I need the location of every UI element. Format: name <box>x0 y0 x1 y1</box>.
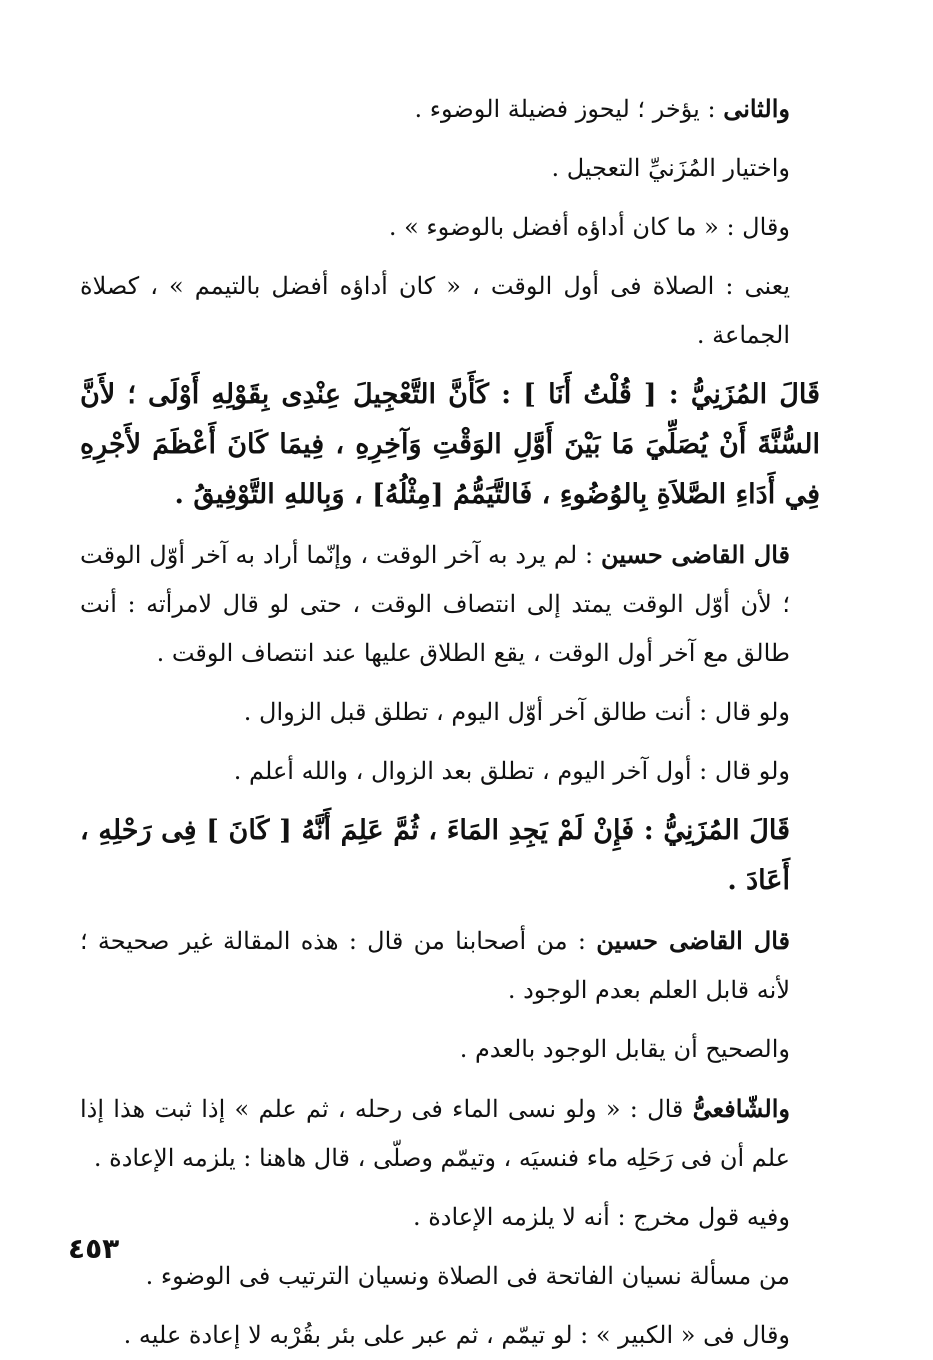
paragraph-mukhtasar-2 <box>80 806 820 906</box>
paragraph-text: وفيه قول مخرج : أنه لا يلزمه الإعادة . <box>412 1203 790 1231</box>
paragraph-text: قال : « ولو نسى الماء فى رحله ، ثم علم » إذا ثبت هذا إذا علم أن فى رَحَلِه ماء فنسيَه ، وتيمّم وصلّى ، قال هاهنا : يلزمه الإعادة . <box>80 1095 790 1172</box>
paragraph-text: واختيار المُزَنيِّ التعجيل . <box>551 154 790 182</box>
paragraph-lead: والشّافعىُّ <box>692 1094 790 1123</box>
paragraph-text: والصحيح أن يقابل الوجود بالعدم . <box>459 1035 790 1063</box>
paragraph-text: يعنى : الصلاة فى أول الوقت ، « كان أداؤه أفضل بالتيمم » ، كصلاة الجماعة . <box>80 272 790 349</box>
paragraph-14 <box>80 1252 820 1301</box>
paragraph-12 <box>80 1084 820 1183</box>
paragraph-text: ولو قال : أول آخر اليوم ، تطلق بعد الزوال ، والله أعلم . <box>233 757 790 785</box>
paragraph-11 <box>80 1025 820 1074</box>
paragraph-text: : لم يرد به آخر الوقت ، وإنّما أراد به آخر أوّل الوقت ؛ لأن أوّل الوقت يمتد إلى انتصاف الوقت ، حتى لو قال لامرأته : أنت طالق مع آخر أول الوقت ، يقع الطلاق عليها عند انتصاف الوقت . <box>80 541 790 667</box>
page-body <box>80 84 820 1360</box>
paragraph-2 <box>80 144 820 193</box>
paragraph-1 <box>80 84 820 134</box>
mukhtasar-text: قَالَ المُزَنِيُّ : فَإِنْ لَمْ يَجِدِ المَاءَ ، ثُمَّ عَلِمَ أَنَّهُ [ كَانَ ] فِى رَحْلِهِ ، أَعَادَ . <box>80 815 790 896</box>
paragraph-text: : من أصحابنا من قال : هذه المقالة غير صحيحة ؛ لأنه قابل العلم بعدم الوجود . <box>80 927 790 1004</box>
mukhtasar-text: قَالَ المُزَنِيُّ : [ قُلْتُ أَنَا ] : كَأَنَّ التَّعْجِيلَ عِنْدِى بِقَوْلِهِ أَوْلَى ؛ لأَنَّ السُّنَّةَ أَنْ يُصَلِّيَ مَا بَيْنَ أَوَّلِ الوَقْتِ وَآخِرِهِ ، فِيمَا كَانَ أَعْظَمَ لأَجْرِهِ فِي أَدَاءِ الصَّلاَةِ بِالوُضُوءِ ، فَالتَّيَمُّمُ [مِثْلُهُ] ، وَبِاللهِ التَّوْفِيقُ . <box>80 379 820 510</box>
paragraph-15 <box>80 1311 820 1360</box>
paragraph-text: ولو قال : أنت طالق آخر أوّل اليوم ، تطلق قبل الزوال . <box>243 698 790 726</box>
paragraph-text: وقال : « ما كان أداؤه أفضل بالوضوء » . <box>388 213 790 241</box>
paragraph-4 <box>80 262 820 360</box>
paragraph-text: : يؤخر ؛ ليحوز فضيلة الوضوء . <box>414 95 724 123</box>
paragraph-6 <box>80 530 820 678</box>
paragraph-lead: قال القاضى حسين <box>596 926 790 955</box>
page-number: ٤٥٣ <box>68 1232 120 1265</box>
paragraph-text: من مسألة نسيان الفاتحة فى الصلاة ونسيان الترتيب فى الوضوء . <box>145 1262 790 1290</box>
paragraph-7 <box>80 688 820 737</box>
paragraph-text: وقال فى « الكبير » : لو تيمّم ، ثم عبر على بئر بقُرْبه لا إعادة عليه . <box>123 1321 790 1349</box>
paragraph-8 <box>80 747 820 796</box>
paragraph-lead: قال القاضى حسين <box>600 540 790 569</box>
paragraph-3 <box>80 203 820 252</box>
paragraph-10 <box>80 916 820 1015</box>
paragraph-mukhtasar-1 <box>80 370 820 520</box>
paragraph-13 <box>80 1193 820 1242</box>
paragraph-lead: والثانى <box>723 94 790 123</box>
